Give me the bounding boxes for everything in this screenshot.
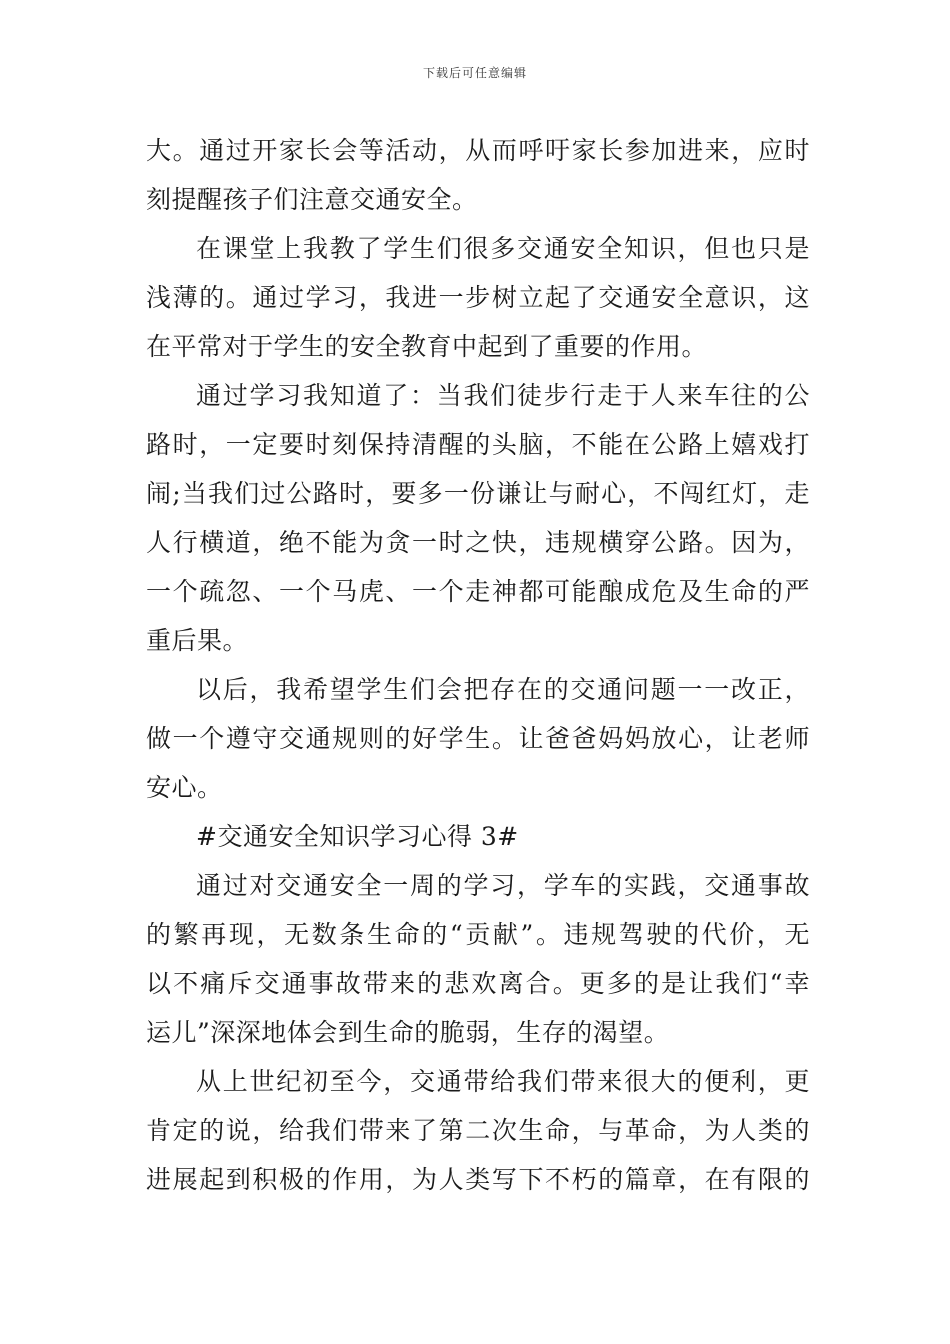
text-line: 在平常对于学生的安全教育中起到了重要的作用。	[146, 332, 708, 361]
text-line: 以后，我希望学生们会把存在的交通问题一一改正，	[196, 675, 810, 704]
text-line: 大。通过开家长会等活动，从而呼吁家长参加进来，应时	[146, 136, 810, 165]
paragraph	[146, 1057, 810, 1204]
text-line: 肯定的说，给我们带来了第二次生命，与革命，为人类的	[146, 1116, 810, 1145]
page-header: 下载后可任意编辑	[422, 66, 527, 80]
text-line: 的繁再现，无数条生命的“贡献”。违规驾驶的代价，无	[146, 920, 810, 949]
text-line: 浅薄的。通过学习，我进一步树立起了交通安全意识，这	[146, 283, 810, 312]
text-line: 人行横道，绝不能为贪一时之快，违规横穿公路。因为，	[146, 528, 810, 557]
text-line: 在课堂上我教了学生们很多交通安全知识，但也只是	[196, 234, 810, 263]
text-line: 运儿”深深地体会到生命的脆弱，生存的渴望。	[146, 1018, 670, 1047]
text-line: 路时，一定要时刻保持清醒的头脑，不能在公路上嬉戏打	[146, 430, 810, 459]
text-line: 一个疏忽、一个马虎、一个走神都可能酿成危及生命的严	[146, 577, 810, 606]
paragraph	[146, 126, 810, 224]
text-line: 进展起到积极的作用，为人类写下不朽的篇章，在有限的	[146, 1165, 810, 1194]
text-line: 以不痛斥交通事故带来的悲欢离合。更多的是让我们“幸	[146, 969, 810, 998]
text-line: 做一个遵守交通规则的好学生。让爸爸妈妈放心，让老师	[146, 724, 810, 753]
paragraph	[146, 812, 810, 861]
text-line: 闹;当我们过公路时，要多一份谦让与耐心，不闯红灯，走	[146, 479, 810, 508]
text-line: 通过学习我知道了：当我们徒步行走于人来车往的公	[196, 381, 810, 410]
text-line: 通过对交通安全一周的学习，学车的实践，交通事故	[196, 871, 810, 900]
text-line: 安心。	[146, 773, 223, 802]
text-line: #交通安全知识学习心得 3#	[196, 822, 519, 851]
paragraph	[146, 224, 810, 371]
paragraph	[146, 861, 810, 1057]
document-body	[146, 126, 810, 1204]
paragraph	[146, 665, 810, 812]
text-line: 从上世纪初至今，交通带给我们带来很大的便利，更	[196, 1067, 810, 1096]
text-line: 刻提醒孩子们注意交通安全。	[146, 185, 478, 214]
text-line: 重后果。	[146, 626, 249, 655]
paragraph	[146, 371, 810, 665]
